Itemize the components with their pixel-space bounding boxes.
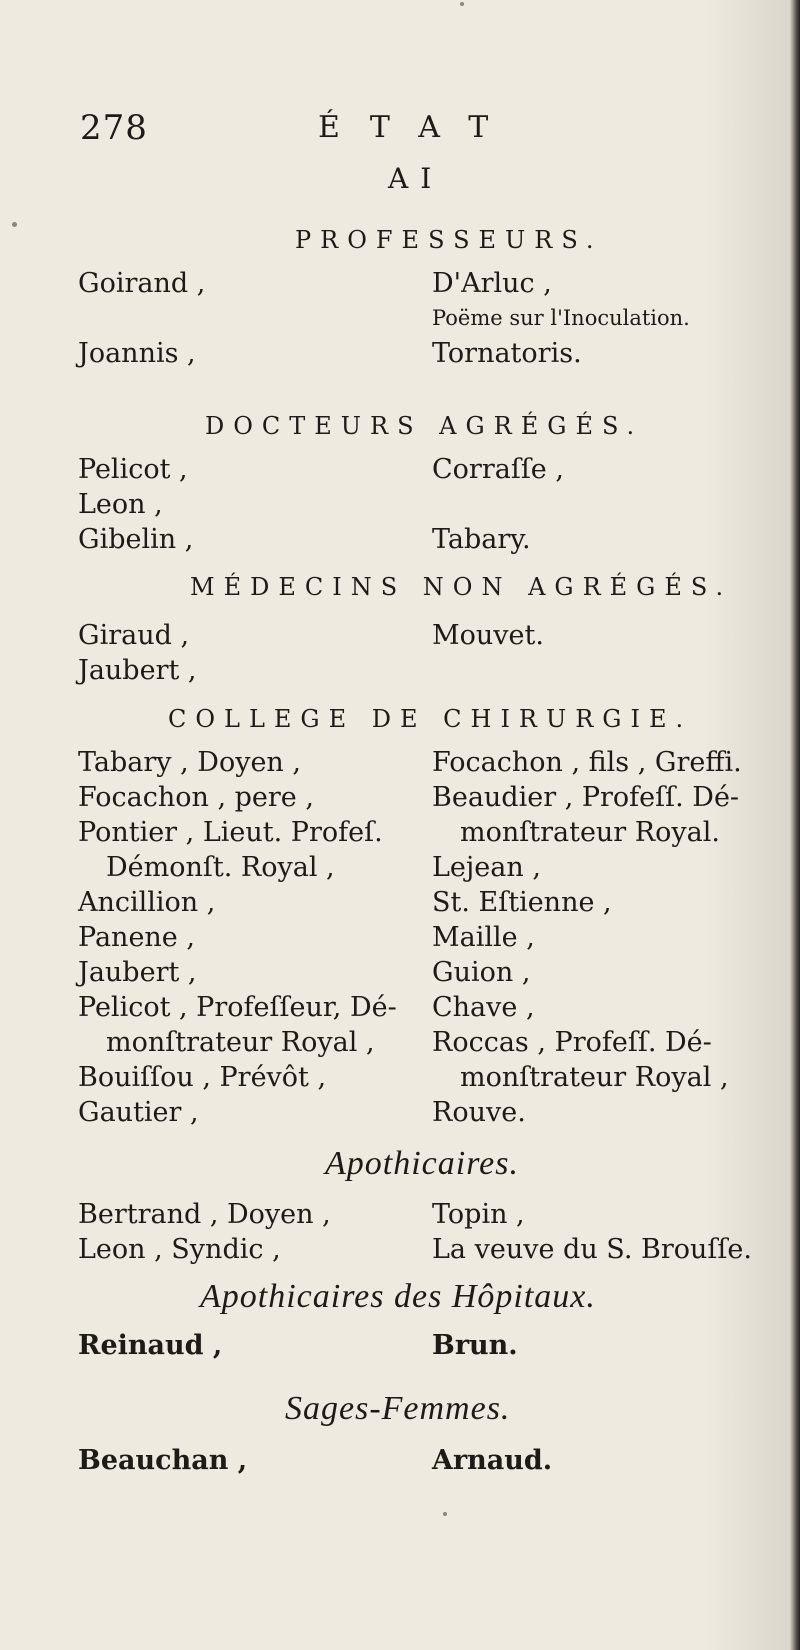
- name-entry: Bertrand , Doyen ,: [78, 1199, 331, 1230]
- name-entry: Focachon , pere ,: [78, 782, 314, 813]
- section-heading-college: COLLEGE DE CHIRURGIE.: [168, 705, 693, 733]
- note-entry: Poëme sur l'Inoculation.: [432, 306, 690, 330]
- name-entry: Joannis ,: [78, 338, 196, 369]
- apothicaires-left-column: [78, 1197, 331, 1267]
- name-entry: Topin ,: [432, 1199, 525, 1230]
- sages-femmes-right-column: [432, 1443, 552, 1478]
- name-entry: Gibelin ,: [78, 524, 194, 555]
- page-edge-shadow: [790, 0, 800, 1650]
- section-heading-sages-femmes: Sages-Femmes.: [285, 1390, 511, 1427]
- name-entry: Bouiſſou , Prévôt ,: [78, 1062, 327, 1093]
- hopitaux-right-column: [432, 1328, 518, 1363]
- name-entry: D'Arluc ,: [432, 268, 552, 299]
- running-head: ÉTAT: [318, 110, 519, 145]
- paper-speck: [12, 222, 17, 227]
- section-heading-apothicaires: Apothicaires.: [325, 1145, 519, 1182]
- name-entry: Ancillion ,: [78, 887, 216, 918]
- paper-speck: [460, 2, 464, 6]
- name-entry: Pelicot ,: [78, 454, 188, 485]
- name-entry: [432, 653, 544, 688]
- name-entry: La veuve du S. Brouſſe.: [432, 1234, 752, 1265]
- name-entry: Giraud ,: [78, 620, 190, 651]
- name-entry: Corraſſe ,: [432, 454, 564, 485]
- name-entry: Tabary , Doyen ,: [78, 747, 301, 778]
- name-entry: Arnaud.: [432, 1445, 553, 1476]
- name-entry-continuation: monſtrateur Royal ,: [460, 1062, 729, 1093]
- hopitaux-left-column: [78, 1328, 222, 1363]
- city-heading: AI: [388, 162, 444, 195]
- name-entry: Focachon , fils , Greffi.: [432, 747, 742, 778]
- name-entry: Guion ,: [432, 957, 531, 988]
- name-entry: Beaudier , Profeſſ. Dé-: [432, 782, 740, 813]
- name-entry: Beauchan ,: [78, 1445, 248, 1476]
- name-entry: Lejean ,: [432, 852, 541, 883]
- name-entry: Pontier , Lieut. Profeſ.: [78, 817, 383, 848]
- college-left-column: [78, 745, 397, 1130]
- name-entry: Leon , Syndic ,: [78, 1234, 281, 1265]
- name-entry: Goirand ,: [78, 268, 206, 299]
- name-entry: Mouvet.: [432, 620, 544, 651]
- name-entry: St. Eſtienne ,: [432, 887, 612, 918]
- name-entry: Reinaud ,: [78, 1330, 223, 1361]
- professeurs-right-column: [432, 266, 690, 371]
- section-heading-medecins: MÉDECINS NON AGRÉGÉS.: [190, 573, 733, 601]
- medecins-left-column: [78, 618, 197, 688]
- name-entry: Maille ,: [432, 922, 535, 953]
- page-number: 278: [80, 108, 148, 148]
- name-entry: Rouve.: [432, 1097, 526, 1128]
- paper-speck: [443, 1512, 447, 1516]
- sages-femmes-left-column: [78, 1443, 247, 1478]
- name-entry-continuation: Démonſt. Royal ,: [106, 852, 335, 883]
- section-heading-docteurs: DOCTEURS AGRÉGÉS.: [205, 412, 644, 440]
- name-entry: Chave ,: [432, 992, 535, 1023]
- apothicaires-right-column: [432, 1197, 752, 1267]
- professeurs-left-column: [78, 266, 205, 371]
- medecins-right-column: [432, 618, 544, 688]
- name-entry: Jaubert ,: [78, 655, 197, 686]
- name-entry: Brun.: [432, 1330, 518, 1361]
- name-entry: Panene ,: [78, 922, 195, 953]
- name-entry: Tornatoris.: [432, 338, 582, 369]
- name-entry-continuation: monſtrateur Royal ,: [106, 1027, 375, 1058]
- name-entry-continuation: monſtrateur Royal.: [460, 817, 720, 848]
- docteurs-left-column: [78, 452, 193, 557]
- section-heading-professeurs: PROFESSEURS.: [295, 226, 603, 254]
- name-entry: Gautier ,: [78, 1097, 199, 1128]
- name-entry: Roccas , Profeſſ. Dé-: [432, 1027, 712, 1058]
- docteurs-right-column: [432, 452, 564, 557]
- name-entry: [78, 301, 205, 336]
- name-entry: [432, 487, 564, 522]
- college-right-column: [432, 745, 742, 1130]
- section-heading-hopitaux: Apothicaires des Hôpitaux.: [200, 1278, 596, 1315]
- name-entry: Pelicot , Profeſſeur, Dé-: [78, 992, 397, 1023]
- name-entry: Jaubert ,: [78, 957, 197, 988]
- name-entry: Leon ,: [78, 489, 163, 520]
- name-entry: Tabary.: [432, 524, 531, 555]
